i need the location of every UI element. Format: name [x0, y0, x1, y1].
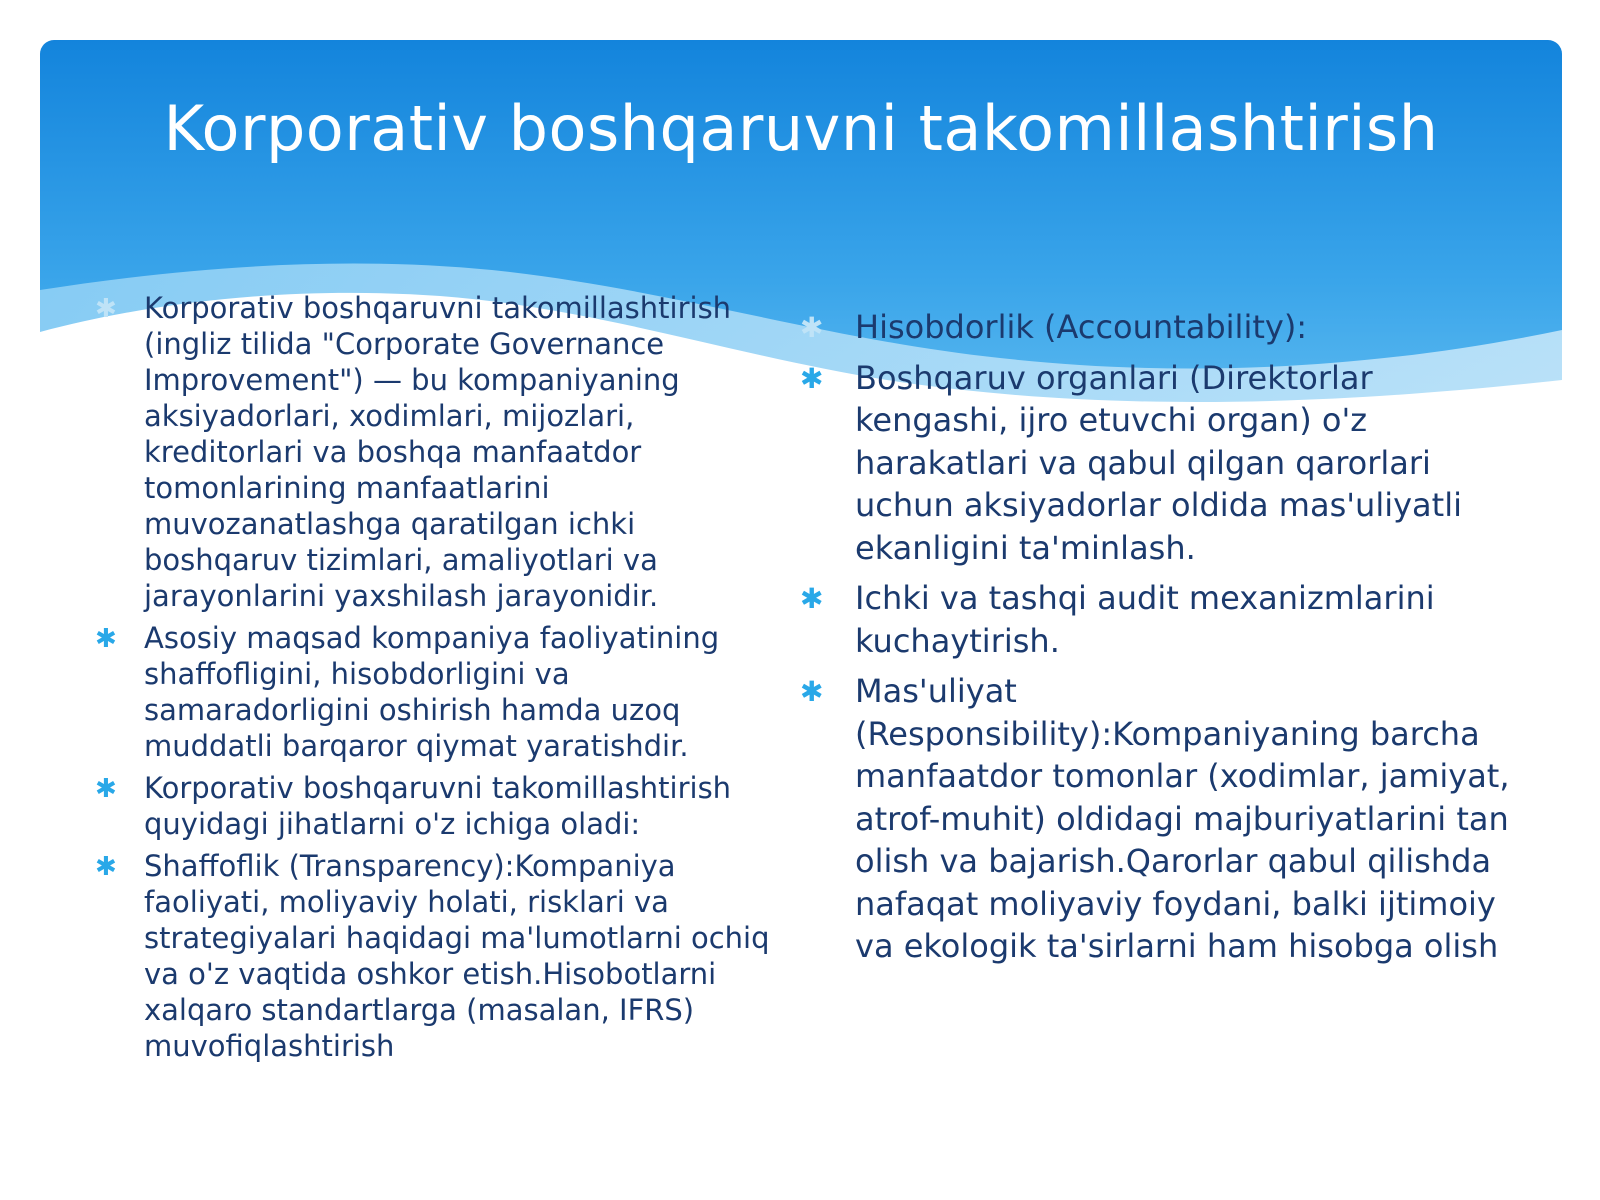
asterisk-bullet-icon: ✱	[95, 624, 117, 654]
bullet-text: Korporativ boshqaruvni takomillashtirish (ingliz tilida "Corporate Governance Improvement") — bu kompaniyaning aksiyadorlari, xodimlari, mijozlari, kreditorlari va boshqa manfaatdor tomonlarining manfaatlarini muvozanatlashga qaratilgan ichki boshqaruv tizimlari, amaliyotlari va jarayonlarini yaxshilash jarayonidir.	[144, 291, 732, 613]
asterisk-bullet-icon: ✱	[800, 675, 824, 708]
list-item	[800, 306, 1530, 349]
asterisk-bullet-icon: ✱	[800, 361, 824, 395]
bullet-text: Ichki va tashqi audit mexanizmlarini kuchaytirish.	[855, 579, 1435, 660]
list-item	[95, 620, 795, 764]
bullet-text: Mas'uliyat (Responsibility):Kompaniyaning barcha manfaatdor tomonlar (xodimlar, jamiyat, atrof-muhit) oldidagi majburiyatlarini tan olish va bajarish.Qarorlar qabul qilishda nafaqat moliyaviy foydani, balki ijtimoiy va ekologik ta'sirlarni ham hisobga olish	[855, 672, 1510, 965]
list-item	[800, 357, 1530, 570]
asterisk-bullet-icon: ✱	[95, 852, 117, 882]
bullet-text: Boshqaruv organlari (Direktorlar kengashi, ijro etuvchi organ) o'z harakatlari va qabul qilgan qarorlari uchun aksiyadorlar oldida mas'uliyatli ekanligini ta'minlash.	[855, 358, 1462, 567]
slide-title: Korporativ boshqaruvni takomillashtirish	[163, 92, 1439, 165]
list-item	[95, 290, 795, 614]
list-item	[95, 770, 795, 842]
list-item	[800, 577, 1530, 662]
list-item	[95, 848, 795, 1064]
asterisk-bullet-icon: ✱	[800, 582, 824, 615]
asterisk-bullet-icon: ✱	[95, 294, 117, 324]
bullet-text: Hisobdorlik (Accountability):	[855, 308, 1308, 346]
bullet-text: Korporativ boshqaruvni takomillashtirish quyidagi jihatlarni o'z ichiga oladi:	[144, 771, 732, 841]
asterisk-bullet-icon: ✱	[800, 311, 824, 344]
bullet-text: Asosiy maqsad kompaniya faoliyatining shaffofligini, hisobdorligini va samaradorligini oshirish hamda uzoq muddatli barqaror qiymat yaratishdir.	[144, 621, 720, 763]
bullet-text: Shaffoflik (Transparency):Kompaniya faoliyati, moliyaviy holati, risklari va strategiyalari haqidagi ma'lumotlarni ochiq va o'z vaqtida oshkor etish.Hisobotlarni xalqaro standartlarga (masalan, IFRS) muvofiqlashtirish	[144, 849, 770, 1063]
right-bullet-list	[800, 306, 1530, 976]
left-bullet-list	[95, 290, 795, 1070]
asterisk-bullet-icon: ✱	[95, 774, 117, 804]
list-item	[800, 670, 1530, 968]
